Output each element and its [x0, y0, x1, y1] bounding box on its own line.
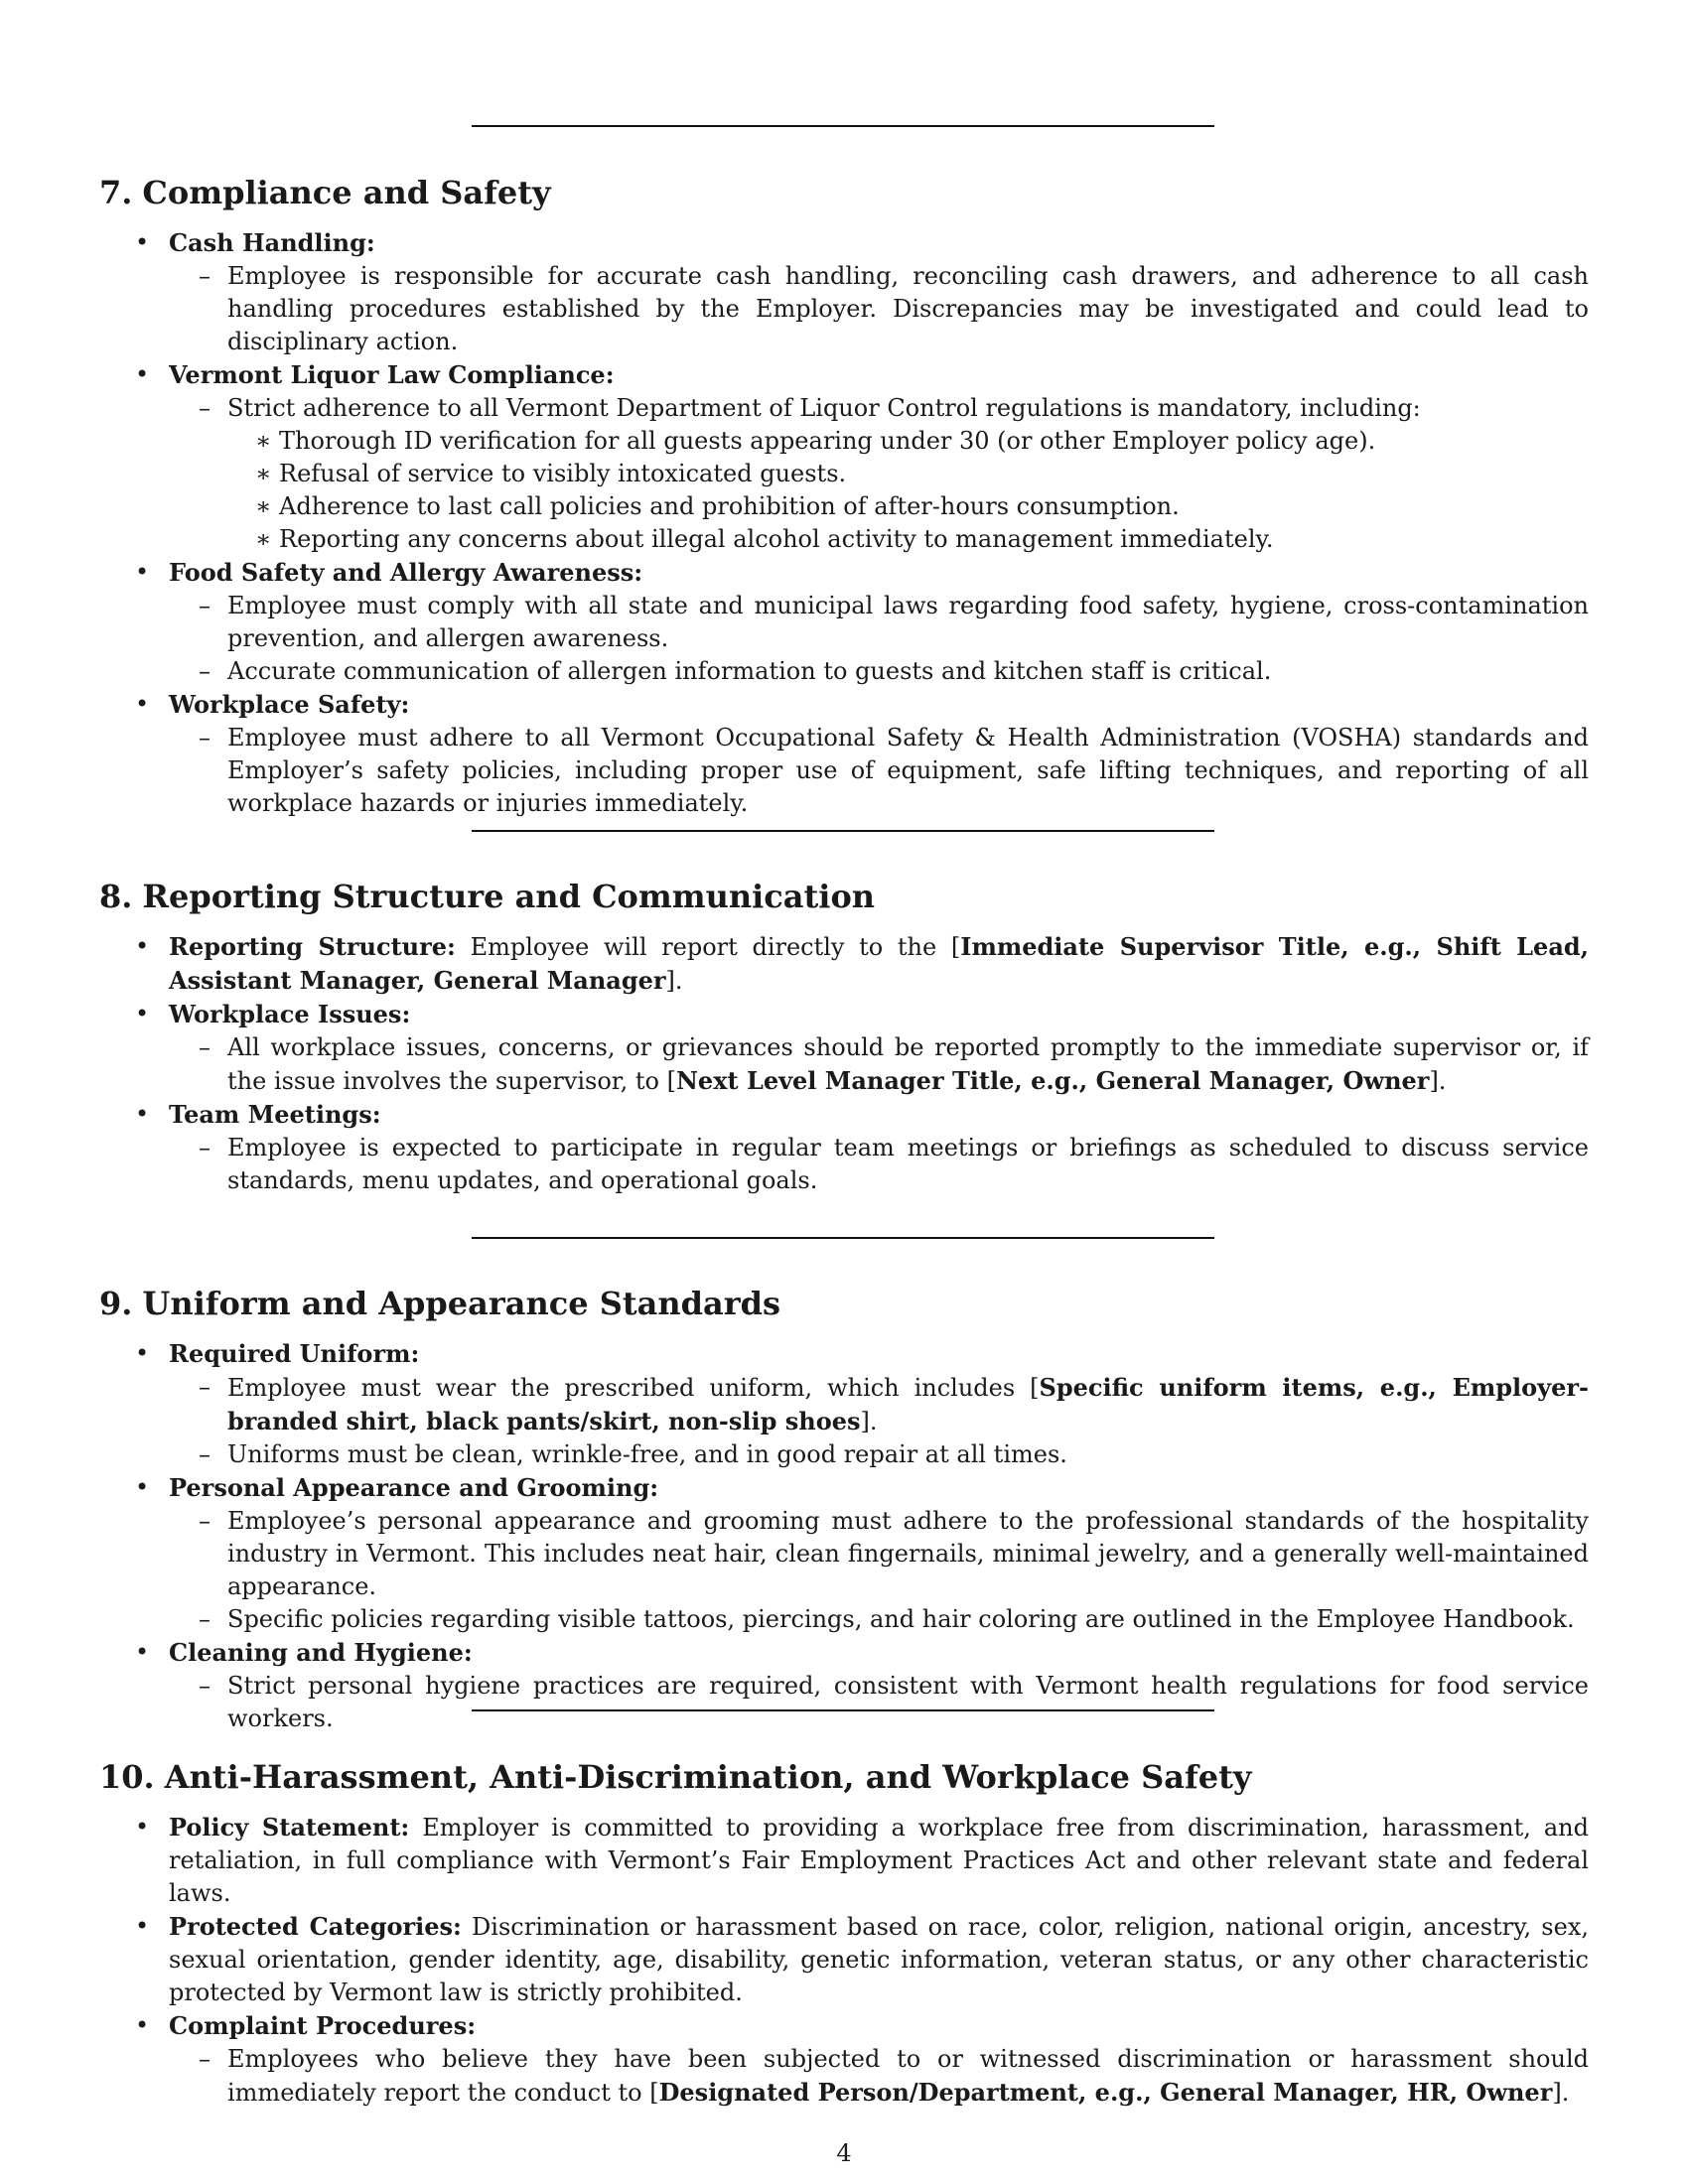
- sub-item: – Specific policies regarding visible tattoos, piercings, and hair coloring are outlined in the Employee Handbook.: [169, 1603, 1589, 1636]
- item-heading: Cleaning and Hygiene:: [169, 1638, 473, 1667]
- section-heading: [99, 1284, 1589, 1323]
- list-item: [99, 688, 1589, 820]
- section-divider: [472, 125, 1214, 127]
- list-item: [99, 226, 1589, 358]
- item-heading: Cash Handling:: [169, 228, 375, 257]
- section-divider: [472, 830, 1214, 832]
- section-title: Reporting Structure and Communication: [142, 878, 876, 915]
- section-title: Anti-Harassment, Anti-Discrimination, and Workplace Safety: [164, 1758, 1252, 1796]
- placeholder-field: Designated Person/Department, e.g., General Manager, HR, Owner: [658, 2078, 1553, 2107]
- list-item: [99, 358, 1589, 556]
- section-heading: [99, 877, 1589, 916]
- placeholder-field: Next Level Manager Title, e.g., General Manager, Owner: [675, 1066, 1430, 1095]
- list-item: • Protected Categories: Discrimination or harassment based on race, color, religion, national origin, ancestry, sex, sexual orientation, gender identity, age, disability, genetic information, veteran status, or any other characteristic protected by Vermont law is strictly prohibited.: [99, 1910, 1589, 2009]
- section-7: [99, 173, 1589, 820]
- list-item: [99, 1636, 1589, 1735]
- section-8: [99, 877, 1589, 1197]
- sub-item: – Strict adherence to all Vermont Department of Liquor Control regulations is mandatory, including: ∗ Thorough ID verification for all guests appearing under 30 (or other Employer policy age). ∗ Refusal of service to visibly intoxicated guests. ∗ Adherence to last call policies and prohibition of after-hours consumption. ∗ Reporting any concerns about illegal alcohol activity to management immediately.: [169, 392, 1589, 556]
- bullet-list: [99, 226, 1589, 820]
- list-item: • Policy Statement: Employer is committed to providing a workplace free from discrimination, harassment, and retaliation, in full compliance with Vermont’s Fair Employment Practices Act and other relevant state and federal laws.: [99, 1811, 1589, 1910]
- sub-item: – Employee’s personal appearance and grooming must adhere to the professional standards of the hospitality industry in Vermont. This includes neat hair, clean fingernails, minimal jewelry, and a generally well-maintained appearance.: [169, 1505, 1589, 1603]
- sub-item: – Accurate communication of allergen information to guests and kitchen staff is critical.: [169, 655, 1589, 688]
- section-heading: [99, 1757, 1589, 1797]
- item-heading: Reporting Structure:: [169, 932, 456, 961]
- list-item: [99, 2009, 1589, 2110]
- sub-item: – Strict personal hygiene practices are required, consistent with Vermont health regulations for food service workers.: [169, 1670, 1589, 1735]
- sub-sub-item: ∗ Reporting any concerns about illegal alcohol activity to management immediately.: [227, 523, 1589, 556]
- section-10: [99, 1757, 1589, 2110]
- sub-item: – Employee must wear the prescribed uniform, which includes [Specific uniform items, e.g., Employer-branded shirt, black pants/skirt, non-slip shoes].: [169, 1371, 1589, 1438]
- page-number: 4: [836, 2139, 852, 2167]
- list-item: • Reporting Structure: Employee will report directly to the [Immediate Supervisor Title, e.g., Shift Lead, Assistant Manager, General Manager].: [99, 930, 1589, 998]
- sub-item: – Employee must comply with all state and municipal laws regarding food safety, hygiene, cross-contamination prevention, and allergen awareness.: [169, 590, 1589, 655]
- item-heading: Complaint Procedures:: [169, 2011, 477, 2040]
- list-item: [99, 556, 1589, 688]
- sub-item: – Employee is responsible for accurate cash handling, reconciling cash drawers, and adherence to all cash handling procedures established by the Employer. Discrepancies may be investigated and could lead to disciplinary action.: [169, 260, 1589, 358]
- section-number: 7.: [99, 174, 133, 211]
- section-9: [99, 1284, 1589, 1735]
- item-heading: Food Safety and Allergy Awareness:: [169, 558, 643, 587]
- sub-item: – Employees who believe they have been subjected to or witnessed discrimination or harassment should immediately report the conduct to [Designated Person/Department, e.g., General Manager, HR, Owner].: [169, 2043, 1589, 2110]
- sub-item: – Employee is expected to participate in regular team meetings or briefings as scheduled to discuss service standards, menu updates, and operational goals.: [169, 1132, 1589, 1197]
- bullet-list: [99, 1337, 1589, 1735]
- section-number: 9.: [99, 1285, 133, 1322]
- item-heading: Personal Appearance and Grooming:: [169, 1473, 659, 1502]
- bullet-list: [99, 930, 1589, 1197]
- placeholder-field: Specific uniform items, e.g., Employer-branded shirt, black pants/skirt, non-slip shoes: [227, 1373, 1589, 1435]
- item-heading: Team Meetings:: [169, 1100, 381, 1129]
- list-item: [99, 1471, 1589, 1636]
- sub-item: – Employee must adhere to all Vermont Occupational Safety & Health Administration (VOSHA) standards and Employer’s safety policies, including proper use of equipment, safe lifting techniques, and reporting of all workplace hazards or injuries immediately.: [169, 722, 1589, 820]
- sub-sub-item: ∗ Adherence to last call policies and prohibition of after-hours consumption.: [227, 490, 1589, 523]
- section-number: 8.: [99, 878, 133, 915]
- placeholder-field: Immediate Supervisor Title, e.g., Shift Lead, Assistant Manager, General Manager: [169, 932, 1590, 995]
- section-number: 10.: [99, 1758, 155, 1796]
- list-item: [99, 1098, 1589, 1197]
- section-title: Compliance and Safety: [142, 174, 551, 211]
- item-heading: Vermont Liquor Law Compliance:: [169, 360, 615, 389]
- section-title: Uniform and Appearance Standards: [142, 1285, 780, 1322]
- section-heading: [99, 173, 1589, 212]
- item-heading: Workplace Issues:: [169, 1000, 411, 1028]
- list-item: [99, 1337, 1589, 1471]
- list-item: [99, 998, 1589, 1098]
- sub-item: – Uniforms must be clean, wrinkle-free, and in good repair at all times.: [169, 1438, 1589, 1471]
- section-divider: [472, 1237, 1214, 1239]
- item-heading: Workplace Safety:: [169, 690, 410, 719]
- item-heading: Protected Categories:: [169, 1912, 462, 1941]
- section-divider: [472, 1709, 1214, 1711]
- item-heading: Policy Statement:: [169, 1813, 410, 1842]
- sub-sub-item: ∗ Refusal of service to visibly intoxicated guests.: [227, 458, 1589, 490]
- bullet-list: [99, 1811, 1589, 2110]
- item-heading: Required Uniform:: [169, 1339, 420, 1368]
- sub-sub-item: ∗ Thorough ID verification for all guests appearing under 30 (or other Employer policy age).: [227, 425, 1589, 458]
- sub-item: – All workplace issues, concerns, or grievances should be reported promptly to the immediate supervisor or, if the issue involves the supervisor, to [Next Level Manager Title, e.g., General Manager, Owner].: [169, 1031, 1589, 1098]
